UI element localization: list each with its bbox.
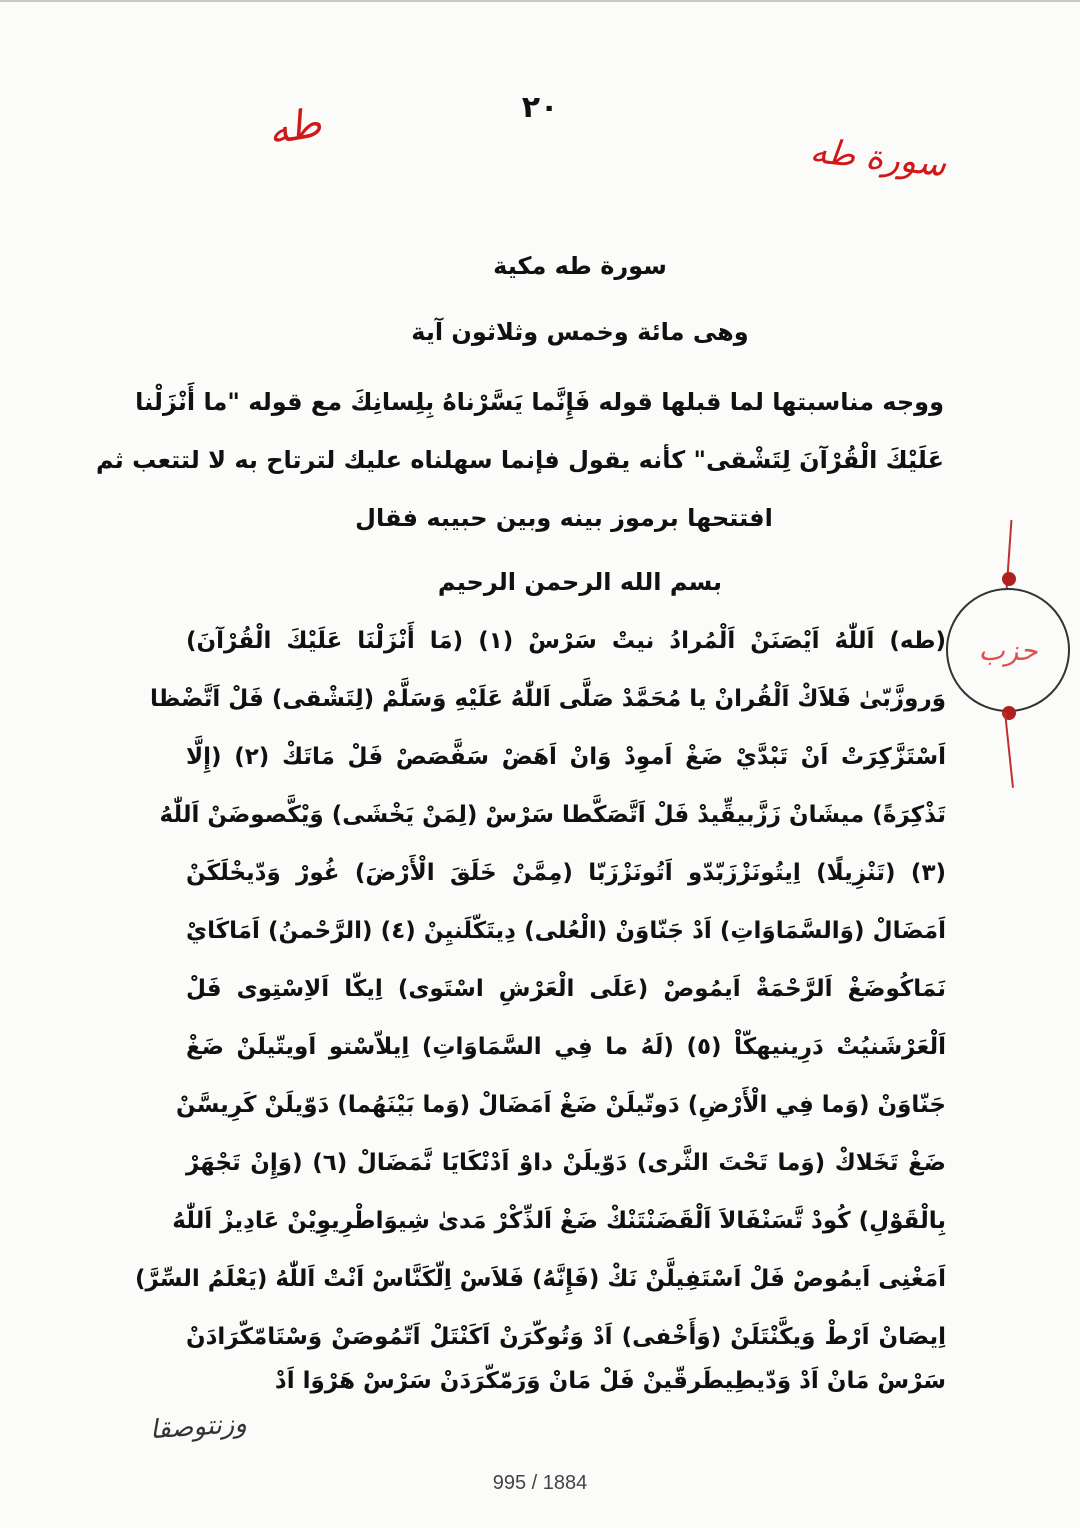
text-line: تَذْكِرَةً) ميشَانْ زَزَّبيقِّيدْ فَلْ اَتَّصَكَّطا سَرْسْ (لِمَنْ يَخْشَى) وَيْكَّصوضَنْ اَللّٰهُ [159,802,946,828]
intro-line: افتتحها برموز بينه وبين حبيبه فقال [355,504,773,532]
text-line: اَسْتَزَّكِرَتْ اَنْ تَبْدَّيْ ضَغْ اَموِدْ وَانْ اَهَضْ سَفَّصَصْ فَلْ مَاتَكْ (٢) (إِلَّا [186,744,946,770]
text-line: ضَغْ تَخَلاكْ (وَما تَحْتَ الثَّرى) دَوّيلَنْ داوْ اَدْنْكَايَا نَّمَضَالْ (٦) (وَإِنْ تَجْهَرْ [186,1150,947,1176]
handwritten-catchword: وزنتوصقا [149,1408,248,1446]
text-line: اَمَضَالْ (وَالسَّمَاوَاتِ) اَدْ جَنّاوَنْ (الْعُلى) دِيتَكّلَنيِنْ (٤) (الرَّحْمنُ) اَمَاكَايْ [186,918,946,944]
text-line: (طه) اَللّٰهُ اَيْصَنَنْ اَلْمُرادُ نيتْ سَرْسْ (١) (مَا أَنْزَلْنَا عَلَيْكَ الْقُرْآنَ) [186,628,946,654]
page-number: ٢٠ [521,90,559,125]
text-line: (٣) (تَنْزِيلًا) اِيتُونَزْزَبّدّو اَتُونَزْزَبّا (مِمَّنْ خَلَقَ الْأَرْضَ) غُورْ وَدّيخْلَكَنْ [186,860,946,886]
basmala: بسم الله الرحمن الرحيم [437,568,723,596]
text-line: جَنّاوَنْ (وَما فِي الْأَرْضِ) دَوتّيلَنْ ضَغْ اَمَضَالْ (وَما بَيْنَهُما) دَوّيلَنْ كَرِيسَّنْ [176,1092,946,1118]
text-line: اَلْعَرْشَنيُتْ دَرِينيهكّاْ (٥) (لَهُ ما فِي السَّمَاوَاتِ) اِيلاّسْتو اَويتّيلَنْ ضَغْ [186,1034,946,1060]
text-line: بِالْقَوْلِ) كُودْ تَّسَنْفَالاَ اَلْقَضَنْتَنْكْ ضَغْ اَلذِّكْرْ مَدىٰ شِيوَاطْرِيوِيْنْ عَادِيزْ اَللّٰهُ [172,1208,946,1234]
hizb-knot-top [1002,572,1016,586]
text-line: نَمَاكُوضَغْ اَلرَّحْمَةْ اَيمُوصْ (عَلَى الْعَرْشِ اسْتَوى) اِيكّا اَلاِسْتِوى فَلْ [186,976,946,1002]
intro-line: عَلَيْكَ الْقُرْآنَ لِتَشْقى" كأنه يقول فإنما سهلناه عليك لترتاح به لا لتتعب ثم [95,446,944,474]
handwritten-note-top-left: طه [264,99,325,155]
page-counter: 995 / 1884 [492,1472,588,1494]
surah-title: سورة طه مكية [493,252,667,280]
text-line: سَرْسْ مَانْ اَدْ وَدّيطِيطَرقّينْ فَلْ مَانْ وَرَمّكّرَدَنْ سَرْسْ هَرْوَا اَدْ [274,1368,946,1394]
hizb-label: حزب [978,633,1038,667]
hizb-marker [946,588,1070,712]
verse-count: وهى مائة وخمس وثلاثون آية [411,318,749,346]
hizb-thread-bottom [1004,712,1014,788]
text-line: اَمَغْنِى اَيمُوصْ فَلْ اَسْتَفِيلَّنْ نَكْ (فَإِنَّهُ) فَلاَسْ اِلّكَنَّاسْ اَنْتْ اَللّٰهُ (يَعْلَمُ السِّرَّ) [135,1266,946,1292]
text-line: اِيصَانْ اَرْطْ وَيكَّنْتَلَنْ (وَأَخْفى) اَدْ وَتُوكّرَنْ اَكَنْتَلْ اَتّمُوصَنْ وَسْتَامّكّرَادَنْ [186,1324,946,1350]
handwritten-note-top-right: سورة طه [808,130,949,186]
intro-line: ووجه مناسبتها لما قبلها قوله فَإِنَّما يَسَّرْناهُ بِلِسانِكَ مع قوله "ما أَنْزَلْنا [135,388,944,416]
text-line: وَروزَّبّىٰ فَلاَكْ اَلْقُرانْ يا مُحَمَّدْ صَلَّى اَللّٰهُ عَلَيْهِ وَسَلَّمْ (لِتَشْقى) فَلْ اَتَّضْظا [150,686,946,712]
